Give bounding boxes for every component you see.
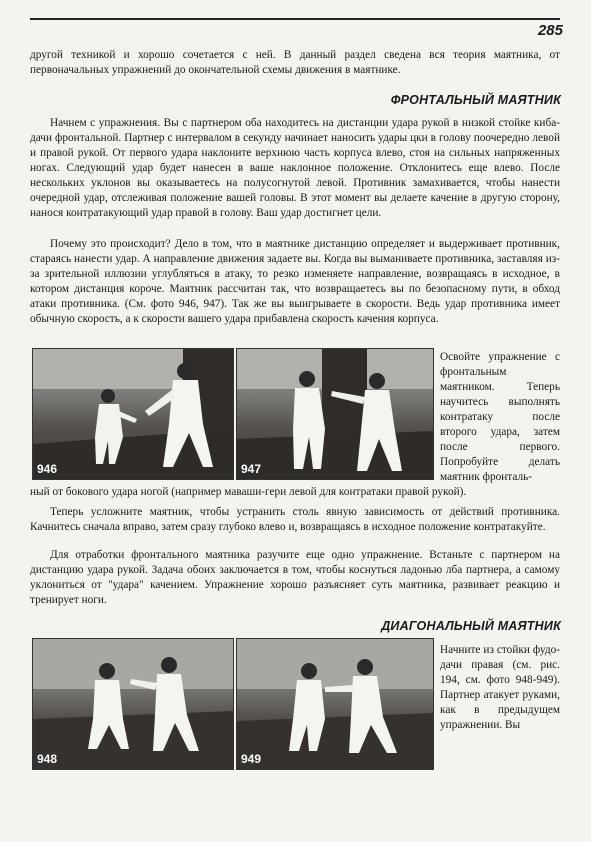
figures-illustration [237,349,433,479]
figures-illustration [237,639,433,769]
figures-illustration [33,639,233,769]
header-rule [30,18,560,20]
side-continuation-frontal: ный от бокового удара ногой (например маваши-гери левой для контратаки правой рукой). [30,486,467,498]
photo-label-948: 948 [37,752,58,766]
paragraph-frontal-3: Теперь усложните маятник, чтобы устранить столь явную зависимость от действий противника. Качнитесь сначала вправо, затем сразу глубоко влево и, возвращаясь в исходное положение контратакуйте. [30,506,560,533]
paragraph-frontal-1: Начнем с упражнения. Вы с партнером оба находитесь на дистанции удара рукой в низкой стойке киба-дачи фронтальной. Партнер с интервалом в секунду начинает наносить удары цки в голову поочередно левой и правой рукой. От первого удара наклоните верхнюю часть корпуса влево, стоя на сильных напряженных ногах. Следующий удар будет нанесен в ваше наклонное положение. Отклонитесь еще влево. После нескольких уклонов вы оказываетесь на полусогнутой левой. Противник замахивается, чтобы нанести очередной удар, отслеживая положение вашей головы. В этот момент вы делаете качение в другую сторону, нанося контратакующий удар правой в голову. Ваш удар достигнет цели. [30,117,560,219]
paragraph-frontal-2: Почему это происходит? Дело в том, что в маятнике дистанцию определяет и выдерживает противник, стараясь нанести удар. А направление движения задаете вы. Когда вы выманиваете противника, заставляя из-за зрительной иллюзии углубляться в атаку, то резко изменяете направление, возвращаясь в исходное, в котором дистанция короче. Маятник рассчитан так, что возвращаетесь вы по безопасному пути, в обход атаки противника. (См. фото 946, 947). Так же вы выигрываете в скорости. Ведь удар противника имеет обычную скорость, а к скорости вашего удара прибавлена скорость качения корпуса. [30,238,560,325]
page-number: 285 [537,22,563,39]
section-heading-frontal: ФРОНТАЛЬНЫЙ МАЯТНИК [390,93,561,107]
paragraph-frontal-4: Для отработки фронтального маятника разучите еще одно упражнение. Встаньте с партнером на дистанцию удара рукой. Задача обоих заключается в том, чтобы коснуться ладонью лба партнера, а самому уклониться от "удара" качением. Упражнение хорошо разъясняет суть маятника, развивает реакцию и тренирует ноги. [30,549,560,606]
photo-948 [32,638,234,770]
photo-label-946: 946 [37,462,58,476]
side-text-frontal: Освойте упражнение с фронтальным маятником. Теперь научитесь выполнять контратаку после второго удара, затем после первого. Попробуйте делать маятник фронталь- [440,351,560,483]
photo-label-949: 949 [241,752,262,766]
side-text-diagonal: Начните из стойки фудо-дачи правая (см. рис. 194, см. фото 948-949). Партнер атакует руками, как в предыдущем упражнении. Вы [440,644,560,731]
photo-946 [32,348,234,480]
photo-label-947: 947 [241,462,262,476]
section-heading-diagonal: ДИАГОНАЛЬНЫЙ МАЯТНИК [381,619,561,633]
photo-947 [236,348,434,480]
photo-949 [236,638,434,770]
intro-paragraph: другой техникой и хорошо сочетается с ней. В данный раздел сведена вся теория маятника, от первоначальных упражнений до окончательной схемы движения в маятнике. [30,49,560,76]
figures-illustration [33,349,233,479]
